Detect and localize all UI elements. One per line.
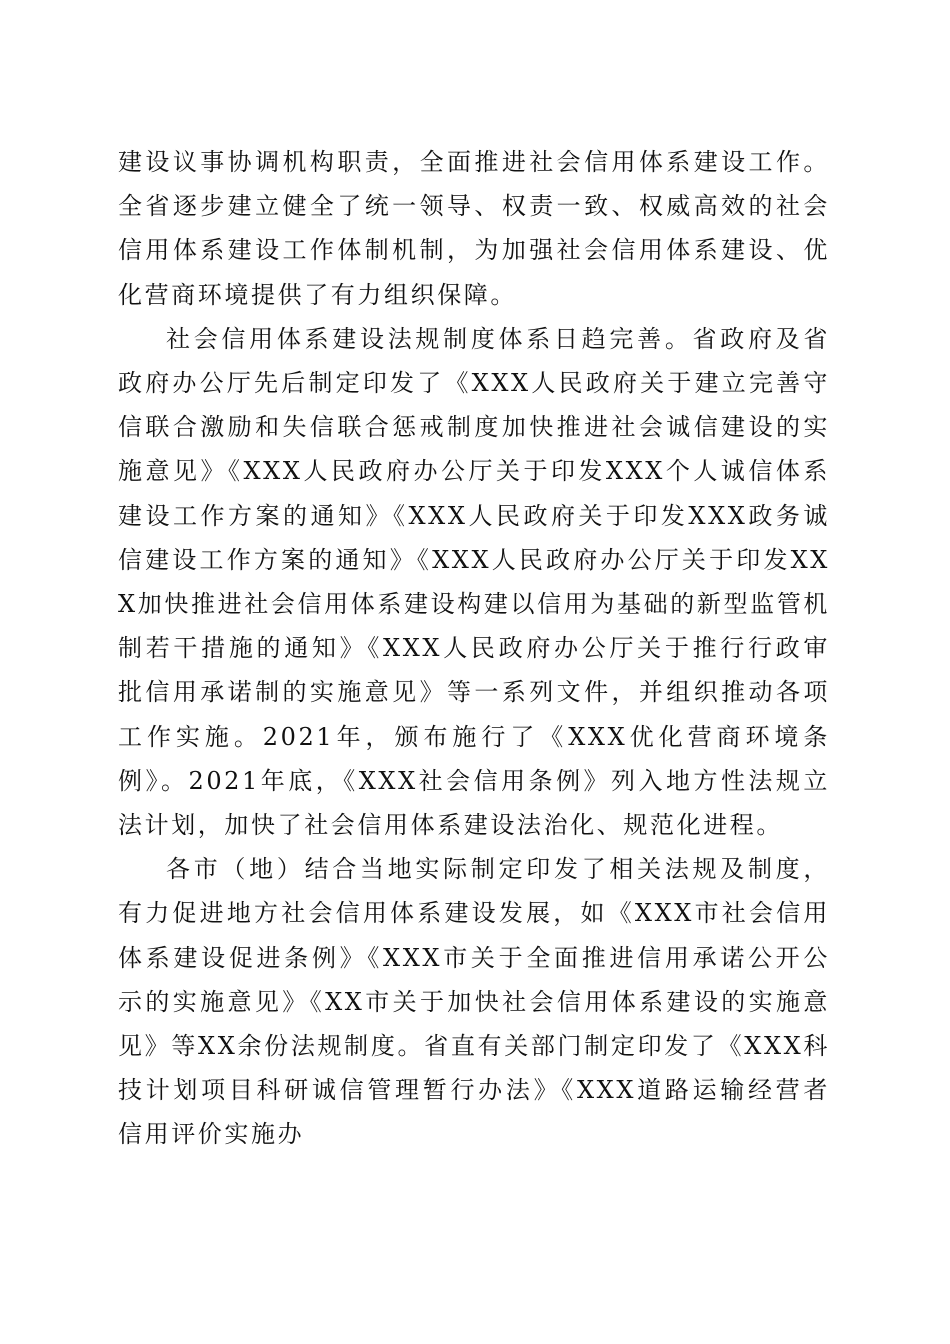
paragraph-regulations: 社会信用体系建设法规制度体系日趋完善。省政府及省政府办公厅先后制定印发了《XXX人民政府关于建立完善守信联合激励和失信联合惩戒制度加快推进社会诚信建设的实施意见》《XXX人民政府办公厅关于印发XXX个人诚信体系建设工作方案的通知》《XXX人民政府关于印发XXX政务诚信建设工作方案的通知》《XXX人民政府办公厅关于印发XXX加快推进社会信用体系建设构建以信用为基础的新型监管机制若干措施的通知》《XXX人民政府办公厅关于推行行政审批信用承诺制的实施意见》等一系列文件，并组织推动各项工作实施。2021年，颁布施行了《XXX优化营商环境条例》。2021年底，《XXX社会信用条例》列入地方性法规立法计划，加快了社会信用体系建设法治化、规范化进程。	[118, 324, 830, 840]
document-body	[118, 140, 830, 1157]
paragraph-local-regulations: 各市（地）结合当地实际制定印发了相关法规及制度，有力促进地方社会信用体系建设发展，如《XXX市社会信用体系建设促进条例》《XXX市关于全面推进信用承诺公开公示的实施意见》《XX市关于加快社会信用体系建设的实施意见》等XX余份法规制度。省直有关部门制定印发了《XXX科技计划项目科研诚信管理暂行办法》《XXX道路运输经营者信用评价实施办	[118, 855, 830, 1149]
paragraph-continuation: 建设议事协调机构职责，全面推进社会信用体系建设工作。全省逐步建立健全了统一领导、权责一致、权威高效的社会信用体系建设工作体制机制，为加强社会信用体系建设、优化营商环境提供了有力组织保障。	[118, 148, 830, 309]
